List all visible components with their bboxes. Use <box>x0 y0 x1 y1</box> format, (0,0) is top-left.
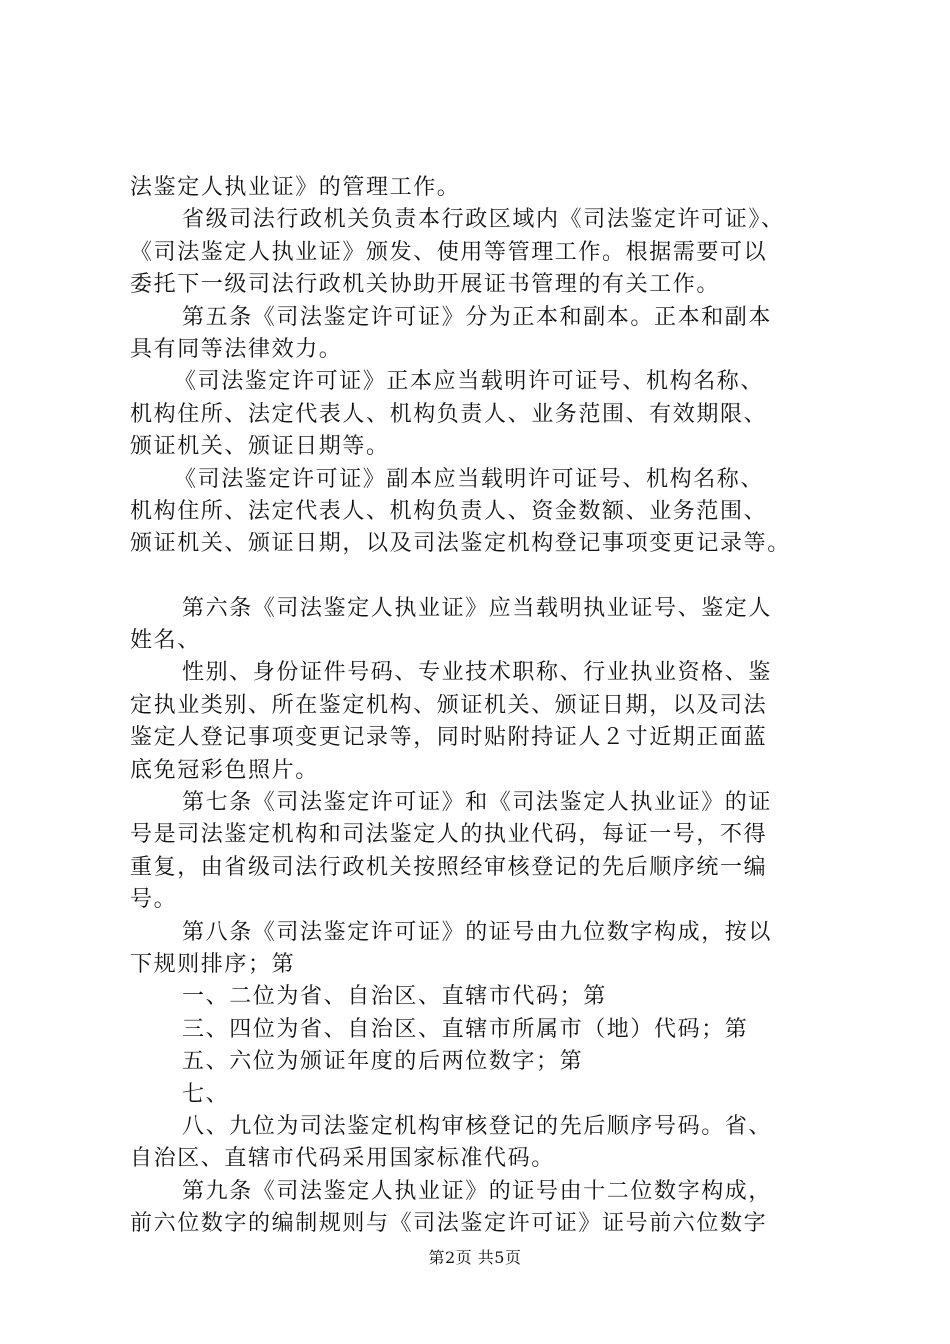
text-line: 号是司法鉴定机构和司法鉴定人的执业代码，每证一号，不得 <box>130 822 768 848</box>
text-line: 前六位数字的编制规则与《司法鉴定许可证》证号前六位数字 <box>130 1211 768 1237</box>
text-line: 颁证机关、颁证日期等。 <box>130 434 390 460</box>
page-footer: 第2页 共5页 <box>428 1248 522 1267</box>
text-line: 三、四位为省、自治区、直辖市所属市（地）代码；第 <box>182 1016 749 1042</box>
text-line: 第八条《司法鉴定许可证》的证号由九位数字构成，按以 <box>182 919 773 945</box>
text-line: 《司法鉴定人执业证》颁发、使用等管理工作。根据需要可以 <box>130 239 768 265</box>
text-line: 重复，由省级司法行政机关按照经审核登记的先后顺序统一编 <box>130 854 768 880</box>
text-line: 第九条《司法鉴定人执业证》的证号由十二位数字构成， <box>182 1178 773 1204</box>
text-line: 七、 <box>182 1081 230 1107</box>
text-line: 委托下一级司法行政机关协助开展证书管理的有关工作。 <box>130 272 721 298</box>
text-line: 八、九位为司法鉴定机构审核登记的先后顺序号码。省、 <box>182 1113 773 1139</box>
text-line: 五、六位为颁证年度的后两位数字；第 <box>182 1049 584 1075</box>
text-line: 机构住所、法定代表人、机构负责人、资金数额、业务范围、 <box>130 498 768 524</box>
text-line: 第七条《司法鉴定许可证》和《司法鉴定人执业证》的证 <box>182 790 773 816</box>
text-line: 号。 <box>130 887 178 913</box>
text-line: 省级司法行政机关负责本行政区域内《司法鉴定许可证》、 <box>182 207 785 233</box>
text-line: 具有同等法律效力。 <box>130 336 343 362</box>
text-line: 颁证机关、颁证日期，以及司法鉴定机构登记事项变更记录等。 <box>130 531 791 557</box>
text-line: 机构住所、法定代表人、机构负责人、业务范围、有效期限、 <box>130 401 768 427</box>
text-line: 鉴定人登记事项变更记录等，同时贴附持证人２寸近期正面蓝 <box>130 725 768 751</box>
text-line: 下规则排序；第 <box>130 951 296 977</box>
text-line: 性别、身份证件号码、专业技术职称、行业执业资格、鉴 <box>182 660 773 686</box>
paragraph-gap <box>130 561 850 593</box>
text-line: 一、二位为省、自治区、直辖市代码；第 <box>182 984 607 1010</box>
text-line: 底免冠彩色照片。 <box>130 757 319 783</box>
text-line: 《司法鉴定许可证》正本应当载明许可证号、机构名称、 <box>174 369 765 395</box>
text-line: 姓名、 <box>130 628 201 654</box>
text-line: 法鉴定人执业证》的管理工作。 <box>130 175 461 200</box>
text-line: 《司法鉴定许可证》副本应当载明许可证号、机构名称、 <box>174 466 765 492</box>
text-line: 第六条《司法鉴定人执业证》应当载明执业证号、鉴定人 <box>182 595 773 621</box>
document-body <box>130 172 850 1241</box>
text-line: 自治区、直辖市代码采用国家标准代码。 <box>130 1146 555 1172</box>
text-line: 第五条《司法鉴定许可证》分为正本和副本。正本和副本 <box>182 304 773 330</box>
text-line: 定执业类别、所在鉴定机构、颁证机关、颁证日期，以及司法 <box>130 692 768 718</box>
